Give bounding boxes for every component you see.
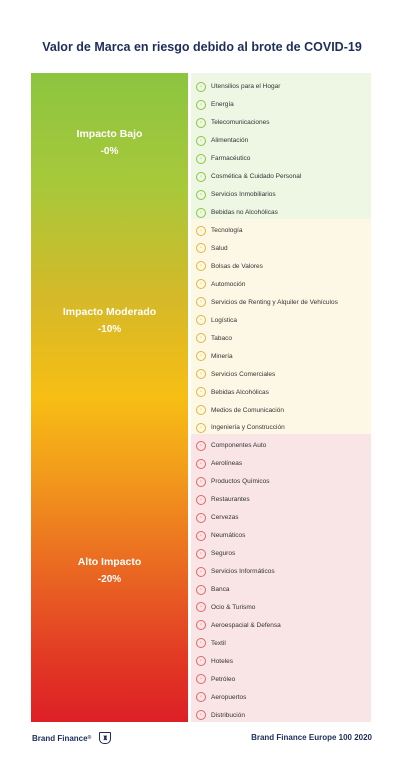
sector-icon: ◦: [196, 208, 206, 218]
sector-icon: ◦: [196, 585, 206, 595]
sector-icon: ◦: [196, 333, 206, 343]
sector-label: Bebidas Alcohólicas: [211, 388, 269, 396]
sector-label: Restaurantes: [211, 496, 250, 504]
sector-item: [196, 204, 278, 222]
sector-item: [196, 222, 242, 240]
sector-icon: ◦: [196, 297, 206, 307]
impact-high-label: [31, 553, 188, 589]
sector-item: [196, 150, 250, 168]
sector-icon: ◦: [196, 710, 206, 720]
sector-label: Utensilios para el Hogar: [211, 83, 281, 91]
sector-icon: ◦: [196, 118, 206, 128]
sector-label: Tabaco: [211, 334, 232, 342]
sector-icon: ◦: [196, 243, 206, 253]
sector-icon: ◦: [196, 602, 206, 612]
sector-icon: ◦: [196, 261, 206, 271]
impact-high-name: Alto Impacto: [77, 556, 142, 568]
sector-label: Petróleo: [211, 675, 236, 683]
sector-label: Tecnología: [211, 227, 243, 235]
sector-item: [196, 581, 229, 599]
sector-label: Seguros: [211, 550, 236, 558]
sector-icon: ◦: [196, 459, 206, 469]
sector-item: [196, 132, 248, 150]
sector-item: [196, 329, 232, 347]
sector-icon: ◦: [196, 279, 206, 289]
sector-icon: ◦: [196, 190, 206, 200]
sector-item: [196, 419, 285, 437]
sector-label: Energía: [211, 101, 234, 109]
sector-label: Aerolíneas: [211, 460, 243, 468]
sector-label: Componentes Auto: [211, 442, 267, 450]
sector-label: Servicios Inmobiliarios: [211, 191, 276, 199]
sector-label: Cosmética & Cuidado Personal: [211, 173, 302, 181]
sector-icon: ◦: [196, 100, 206, 110]
sector-item: [196, 545, 235, 563]
sector-label: Medios de Comunicación: [211, 406, 284, 414]
brand-mark: ®: [87, 735, 92, 741]
sector-item: [196, 473, 270, 491]
sector-item: [196, 293, 338, 311]
sector-label: Ocio & Turismo: [211, 603, 256, 611]
sector-icon: ◦: [196, 387, 206, 397]
impact-high-pct: -20%: [97, 574, 122, 585]
sector-label: Servicios Informáticos: [211, 568, 275, 576]
sector-icon: ◦: [196, 692, 206, 702]
sector-item: [196, 634, 226, 652]
sector-label: Cervezas: [211, 514, 239, 522]
sector-icon: ◦: [196, 549, 206, 559]
impact-moderate-pct: -10%: [97, 324, 122, 335]
sector-item: [196, 383, 269, 401]
sector-icon: ◦: [196, 154, 206, 164]
impact-low-pct: -0%: [100, 146, 119, 157]
sector-item: [196, 455, 242, 473]
sector-label: Servicios Comerciales: [211, 370, 276, 378]
sector-label: Servicios de Renting y Alquiler de Vehículos: [211, 298, 338, 306]
impact-moderate-label: [31, 303, 188, 339]
sector-item: [196, 240, 228, 258]
sector-label: Bolsas de Valores: [211, 262, 263, 270]
sector-item: [196, 96, 234, 114]
report-name: Brand Finance Europe 100 2020: [251, 733, 372, 742]
sector-label: Bebidas no Alcohólicas: [211, 209, 278, 217]
brand-logo: [32, 732, 111, 744]
sector-label: Textil: [211, 639, 226, 647]
sector-icon: ◦: [196, 405, 206, 415]
sector-item: [196, 275, 245, 293]
sector-icon: ◦: [196, 638, 206, 648]
sector-icon: ◦: [196, 567, 206, 577]
sector-icon: ◦: [196, 656, 206, 666]
sector-icon: ◦: [196, 82, 206, 92]
crest-icon: ♜: [99, 732, 111, 744]
sector-item: [196, 652, 233, 670]
sector-icon: ◦: [196, 531, 206, 541]
sector-label: Salud: [211, 244, 228, 252]
sector-item: [196, 311, 237, 329]
sector-label: Minería: [211, 352, 233, 360]
impact-low-name: Impacto Bajo: [76, 128, 143, 140]
sector-icon: ◦: [196, 369, 206, 379]
sector-item: [196, 670, 235, 688]
impact-moderate-name: Impacto Moderado: [62, 306, 157, 318]
sector-item: [196, 347, 233, 365]
page-title: Valor de Marca en riesgo debido al brote de COVID-19: [42, 40, 362, 54]
sector-icon: ◦: [196, 172, 206, 182]
sector-label: Distribución: [211, 711, 245, 719]
sector-icon: ◦: [196, 226, 206, 236]
sector-item: [196, 114, 270, 132]
sector-icon: ◦: [196, 513, 206, 523]
sector-icon: ◦: [196, 423, 206, 433]
sector-label: Hoteles: [211, 657, 234, 665]
sector-icon: ◦: [196, 136, 206, 146]
sector-label: Banca: [211, 586, 230, 594]
sector-item: [196, 527, 245, 545]
sector-icon: ◦: [196, 674, 206, 684]
sector-label: Neumáticos: [211, 532, 246, 540]
sector-icon: ◦: [196, 620, 206, 630]
sector-item: [196, 563, 275, 581]
sector-item: [196, 491, 250, 509]
sector-icon: ◦: [196, 351, 206, 361]
sector-item: [196, 365, 275, 383]
impact-gradient-bar: [31, 73, 188, 722]
sector-item: [196, 401, 284, 419]
sector-label: Aeroespacial & Defensa: [211, 621, 281, 629]
sector-item: [196, 706, 245, 724]
sector-item: [196, 617, 281, 635]
sector-item: [196, 78, 280, 96]
sector-item: [196, 186, 276, 204]
brand-name: Brand Finance: [32, 733, 88, 743]
sector-item: [196, 688, 246, 706]
impact-low-label: [31, 125, 188, 161]
sector-label: Farmacéutico: [211, 155, 251, 163]
sector-item: [196, 168, 301, 186]
sector-label: Logística: [211, 316, 238, 324]
sector-item: [196, 509, 238, 527]
sector-item: [196, 437, 266, 455]
sector-label: Automoción: [211, 280, 246, 288]
sector-label: Telecomunicaciones: [211, 119, 270, 127]
sector-label: Ingeniería y Construcción: [211, 424, 285, 432]
sector-icon: ◦: [196, 441, 206, 451]
sector-label: Productos Químicos: [211, 478, 270, 486]
sector-label: Alimentación: [211, 137, 249, 145]
sector-item: [196, 599, 255, 617]
sector-icon: ◦: [196, 477, 206, 487]
sector-icon: ◦: [196, 495, 206, 505]
sector-item: [196, 258, 263, 276]
sector-label: Aeropuertos: [211, 693, 247, 701]
sector-icon: ◦: [196, 315, 206, 325]
